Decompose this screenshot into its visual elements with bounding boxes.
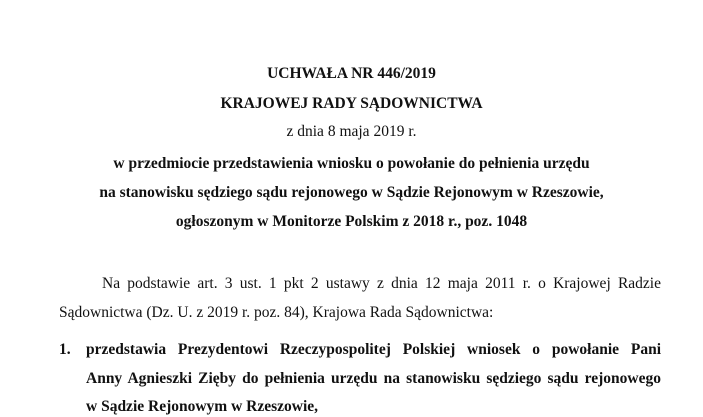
- intro-line-1: Na podstawie art. 3 ust. 1 pkt 2 ustawy z dnia 12 maja 2011 r. o Krajowej Radzie: [102, 275, 661, 292]
- item-1-line-1: przedstawia Prezydentowi Rzeczypospolitej Polskiej wniosek o powołanie Pani: [86, 341, 661, 358]
- subject-line-3: ogłoszonym w Monitorze Polskim z 2018 r., poz. 1048: [175, 213, 528, 230]
- subject-line-2: na stanowisku sędziego sądu rejonowego w Sądzie Rejonowym w Rzeszowie,: [99, 184, 604, 201]
- resolution-title: UCHWAŁA NR 446/2019: [267, 65, 436, 82]
- item-1-line-2: Anny Agnieszki Zięby do pełnienia urzędu na stanowisku sędziego sądu rejonowego: [86, 370, 661, 387]
- intro-line-2: Sądownictwa (Dz. U. z 2019 r. poz. 84), Krajowa Rada Sądownictwa:: [59, 304, 494, 321]
- subject-line-1: w przedmiocie przedstawienia wniosku o powołanie do pełnienia urzędu: [113, 155, 590, 172]
- resolution-date: z dnia 8 maja 2019 r.: [286, 123, 417, 140]
- item-1-number: 1.: [59, 341, 71, 358]
- resolution-issuer: KRAJOWEJ RADY SĄDOWNICTWA: [220, 95, 483, 112]
- item-1-line-3: w Sądzie Rejonowym w Rzeszowie,: [86, 398, 319, 415]
